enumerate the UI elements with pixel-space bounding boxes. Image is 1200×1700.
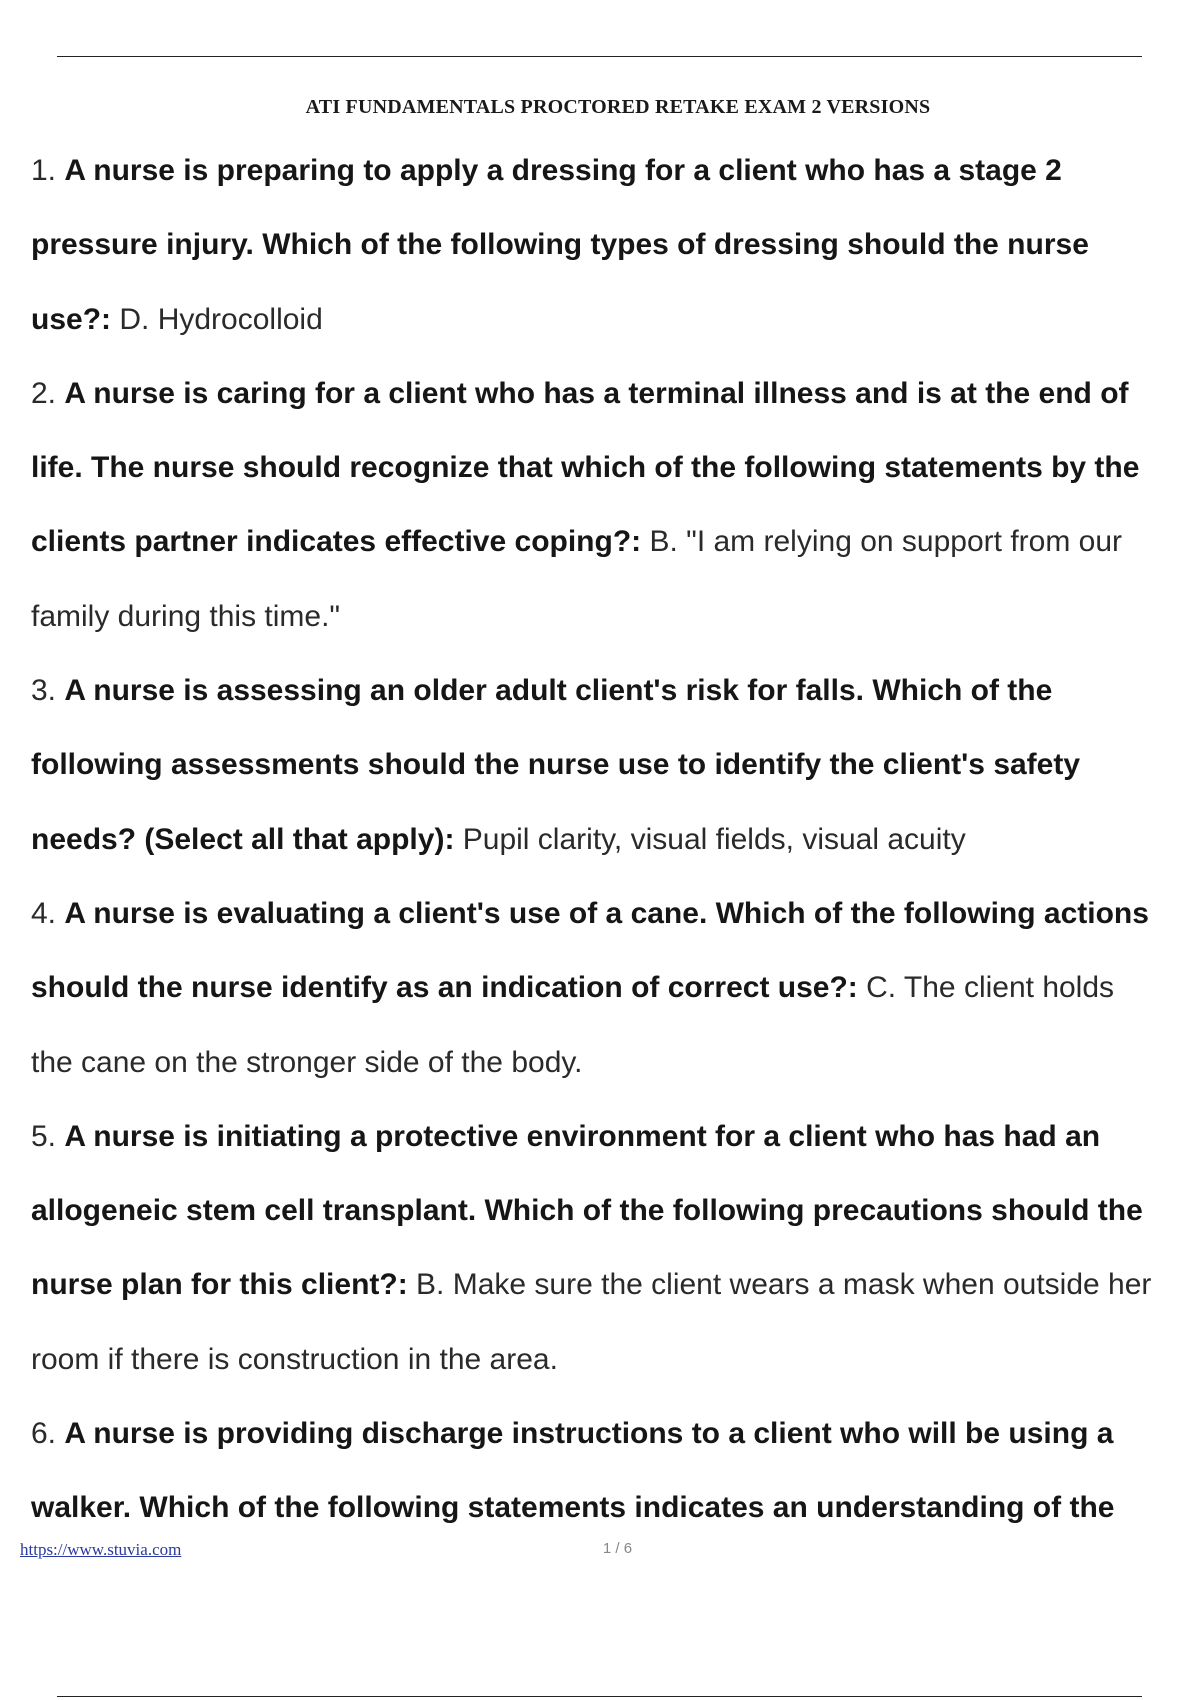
text-line (31, 1100, 1200, 1174)
question-text: A nurse is initiating a protective environment for a client who has had an (64, 1119, 1101, 1153)
question-text: A nurse is evaluating a client's use of a cane. Which of the following actions (64, 896, 1149, 930)
question-text: following assessments should the nurse use to identify the client's safety (31, 748, 1081, 782)
text-line (31, 505, 1200, 579)
text-line (31, 951, 1200, 1025)
top-divider (57, 56, 1142, 57)
text-line (31, 134, 1200, 208)
question-text: nurse plan for this client?: (31, 1268, 417, 1302)
question-text: should the nurse identify as an indication of correct use?: (31, 971, 867, 1005)
text-line (31, 1248, 1200, 1322)
answer-text: C. The client holds (866, 971, 1115, 1005)
question-text: clients partner indicates effective coping?: (31, 525, 650, 559)
question-text: use?: (31, 302, 120, 336)
text-line (31, 580, 1200, 654)
answer-text: B. Make sure the client wears a mask when outside her (416, 1268, 1152, 1302)
question-text: A nurse is caring for a client who has a terminal illness and is at the end of (64, 376, 1129, 410)
text-line (31, 1397, 1200, 1471)
answer-text: D. Hydrocolloid (119, 302, 323, 336)
text-line (31, 283, 1200, 357)
question-number: 5. (31, 1119, 65, 1153)
text-line (31, 728, 1200, 802)
question-list (31, 134, 1200, 1546)
page-number: 1 / 6 (602, 1540, 633, 1557)
text-line (31, 654, 1200, 728)
footer-link[interactable]: https://www.stuvia.com (20, 1540, 182, 1559)
bottom-divider (57, 1696, 1142, 1697)
question-text: needs? (Select all that apply): (31, 822, 463, 856)
text-line (31, 1471, 1200, 1545)
text-line (31, 208, 1200, 282)
question-number: 6. (31, 1417, 65, 1451)
answer-text: the cane on the stronger side of the body. (31, 1045, 583, 1079)
text-line (31, 357, 1200, 431)
answer-text: B. "I am relying on support from our (649, 525, 1123, 559)
question-text: allogeneic stem cell transplant. Which of the following precautions should the (31, 1194, 1143, 1228)
text-line (31, 1174, 1200, 1248)
question-text: walker. Which of the following statements indicates an understanding of the (31, 1491, 1115, 1525)
answer-text: family during this time." (31, 599, 341, 633)
text-line (31, 1323, 1200, 1397)
question-text: A nurse is providing discharge instructions to a client who will be using a (64, 1417, 1114, 1451)
text-line (31, 1026, 1200, 1100)
text-line (31, 803, 1200, 877)
question-number: 4. (31, 896, 65, 930)
text-line (31, 431, 1200, 505)
question-text: A nurse is preparing to apply a dressing for a client who has a stage 2 (64, 154, 1062, 187)
answer-text: room if there is construction in the area. (31, 1342, 558, 1376)
document-title: ATI FUNDAMENTALS PROCTORED RETAKE EXAM 2 VERSIONS (305, 96, 931, 118)
question-number: 2. (31, 376, 65, 410)
answer-text: Pupil clarity, visual fields, visual acuity (462, 822, 966, 856)
question-text: life. The nurse should recognize that which of the following statements by the (31, 451, 1140, 485)
question-number: 3. (31, 674, 65, 708)
text-line (31, 877, 1200, 951)
question-text: A nurse is assessing an older adult client's risk for falls. Which of the (64, 674, 1053, 708)
question-text: pressure injury. Which of the following types of dressing should the nurse (31, 228, 1089, 262)
question-number: 1. (31, 154, 65, 187)
